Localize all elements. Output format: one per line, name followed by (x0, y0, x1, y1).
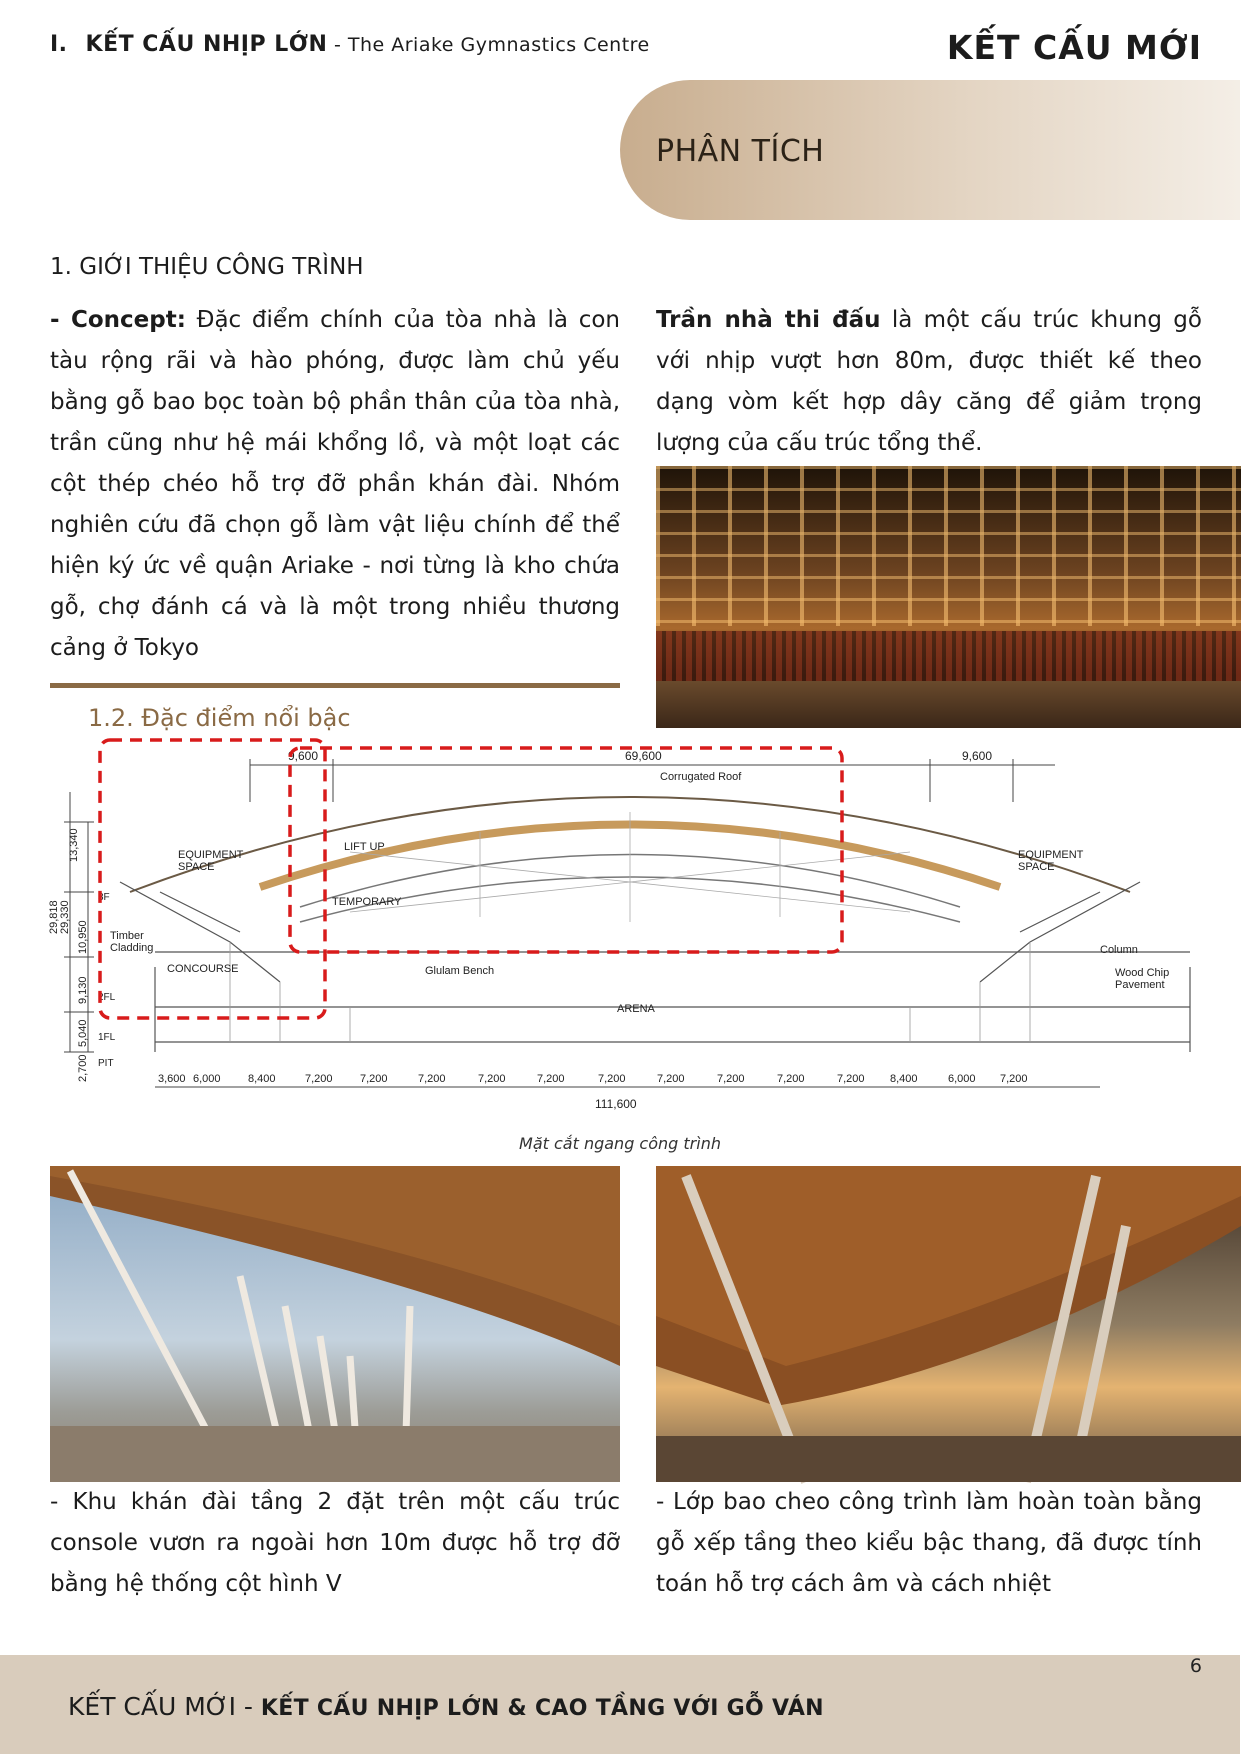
dim-total: 111,600 (595, 1097, 637, 1111)
arena-ceiling-photo (656, 466, 1241, 728)
label-wood-chip-2: Pavement (1115, 979, 1165, 991)
dim-left-3: 10,950 (77, 920, 89, 954)
brand-title: KẾT CẤU MỚI (946, 28, 1202, 67)
dim-left-1: 29,818 (48, 900, 60, 934)
page-header (50, 32, 650, 57)
dim-bottom-9: 7,200 (657, 1073, 685, 1085)
ceiling-paragraph (656, 300, 1202, 464)
arena-seating (656, 631, 1241, 681)
label-equipment-left-1: EQUIPMENT (178, 849, 244, 861)
dim-left-0: 13,340 (68, 828, 80, 862)
label-concourse: CONCOURSE (167, 963, 239, 975)
dim-bottom-1: 6,000 (193, 1073, 221, 1085)
features-subheading: 1.2. Đặc điểm nổi bậc (88, 704, 351, 732)
label-equipment-left-2: SPACE (178, 861, 215, 873)
footer-title (68, 1692, 824, 1721)
level-2fl: 2FL (98, 992, 116, 1003)
dim-bottom-13: 8,400 (890, 1073, 918, 1085)
label-lift-up: LIFT UP (344, 841, 385, 853)
footer-prefix: KẾT CẤU MỚI - (68, 1692, 261, 1721)
ceiling-text: là một cấu trúc khung gỗ với nhịp vượt hơn 80m, được thiết kế theo dạng vòm kết hợp dây căng để giảm trọng lượng của cấu trúc tổng thể. (656, 307, 1202, 456)
dim-bottom-8: 7,200 (598, 1073, 626, 1085)
dim-bottom-2: 8,400 (248, 1073, 276, 1085)
project-name: The Ariake Gymnastics Centre (347, 34, 650, 56)
label-timber-1: Timber (110, 930, 144, 942)
dim-bottom-4: 7,200 (360, 1073, 388, 1085)
dim-bottom-0: 3,600 (158, 1073, 186, 1085)
dim-bottom-11: 7,200 (777, 1073, 805, 1085)
analysis-banner (620, 80, 1240, 220)
label-equipment-right-1: EQUIPMENT (1018, 849, 1084, 861)
timber-grid-ceiling (656, 466, 1241, 626)
level-3f: 3F (98, 892, 110, 903)
label-wood-chip-1: Wood Chip (1115, 967, 1170, 979)
cross-section-drawing (50, 742, 1210, 1122)
footer-subtitle: KẾT CẤU NHỊP LỚN & CAO TẦNG VỚI GỖ VÁN (260, 1696, 824, 1721)
section-heading: 1. GIỚI THIỆU CÔNG TRÌNH (50, 254, 364, 280)
section-title: KẾT CẤU NHỊP LỚN (85, 32, 328, 57)
dim-bottom-5: 7,200 (418, 1073, 446, 1085)
dim-bottom-6: 7,200 (478, 1073, 506, 1085)
ceiling-lead: Trần nhà thi đấu (656, 307, 881, 333)
dim-left-6: 2,700 (77, 1054, 89, 1082)
label-equipment-right-2: SPACE (1018, 861, 1055, 873)
dim-top-right: 9,600 (962, 749, 993, 763)
label-column: Column (1100, 944, 1138, 956)
dim-top-center: 69,600 (625, 749, 662, 763)
label-timber-2: Cladding (110, 942, 154, 954)
concept-text: Đặc điểm chính của tòa nhà là con tàu rộng rãi và hào phóng, được làm chủ yếu bằng gỗ bao bọc toàn bộ phần thân của tòa nhà, trần cũng như hệ mái khổng lồ, và một loạt các cột thép chéo hỗ trợ đỡ phần khán đài. Nhóm nghiên cứu đã chọn gỗ làm vật liệu chính để thể hiện ký ức về quận Ariake - nơi từng là kho chứa gỗ, chợ đánh cá và là một trong nhiều thương cảng ở Tokyo (50, 307, 620, 661)
dim-bottom-7: 7,200 (537, 1073, 565, 1085)
concept-lead: - Concept: (50, 307, 186, 333)
dim-top-left: 9,600 (288, 749, 319, 763)
dim-left-4: 9,130 (77, 976, 89, 1004)
concept-paragraph (50, 300, 620, 669)
drawing-caption: Mặt cắt ngang công trình (519, 1134, 721, 1153)
level-pit: PIT (98, 1058, 114, 1069)
banner-label: PHÂN TÍCH (656, 134, 825, 169)
divider-line (50, 683, 620, 688)
stand-description: - Khu khán đài tầng 2 đặt trên một cấu trúc console vươn ra ngoài hơn 10m được hỗ trợ đỡ bằng hệ thống cột hình V (50, 1489, 620, 1597)
label-arena: ARENA (617, 1003, 655, 1015)
label-glulam: Glulam Bench (425, 965, 495, 977)
dim-bottom-14: 6,000 (948, 1073, 976, 1085)
dim-left-2: 29,330 (59, 900, 71, 934)
arena-floor (656, 681, 1241, 728)
section-number: I. (50, 32, 68, 57)
label-temporary: TEMPORARY (332, 896, 402, 908)
timber-cladding-photo (656, 1166, 1241, 1482)
dim-bottom-10: 7,200 (717, 1073, 745, 1085)
dim-left-5: 5,040 (77, 1019, 89, 1047)
level-1fl: 1FL (98, 1032, 116, 1043)
page-number: 6 (1189, 1655, 1202, 1677)
dim-bottom-3: 7,200 (305, 1073, 333, 1085)
label-roof: Corrugated Roof (660, 771, 742, 783)
dim-bottom-12: 7,200 (837, 1073, 865, 1085)
dim-bottom-15: 7,200 (1000, 1073, 1028, 1085)
cladding-description: - Lớp bao cheo công trình làm hoàn toàn bằng gỗ xếp tầng theo kiểu bậc thang, đã được tính toán hỗ trợ cách âm và cách nhiệt (656, 1489, 1202, 1597)
console-stand-photo (50, 1166, 620, 1482)
header-separator: - (327, 34, 348, 56)
